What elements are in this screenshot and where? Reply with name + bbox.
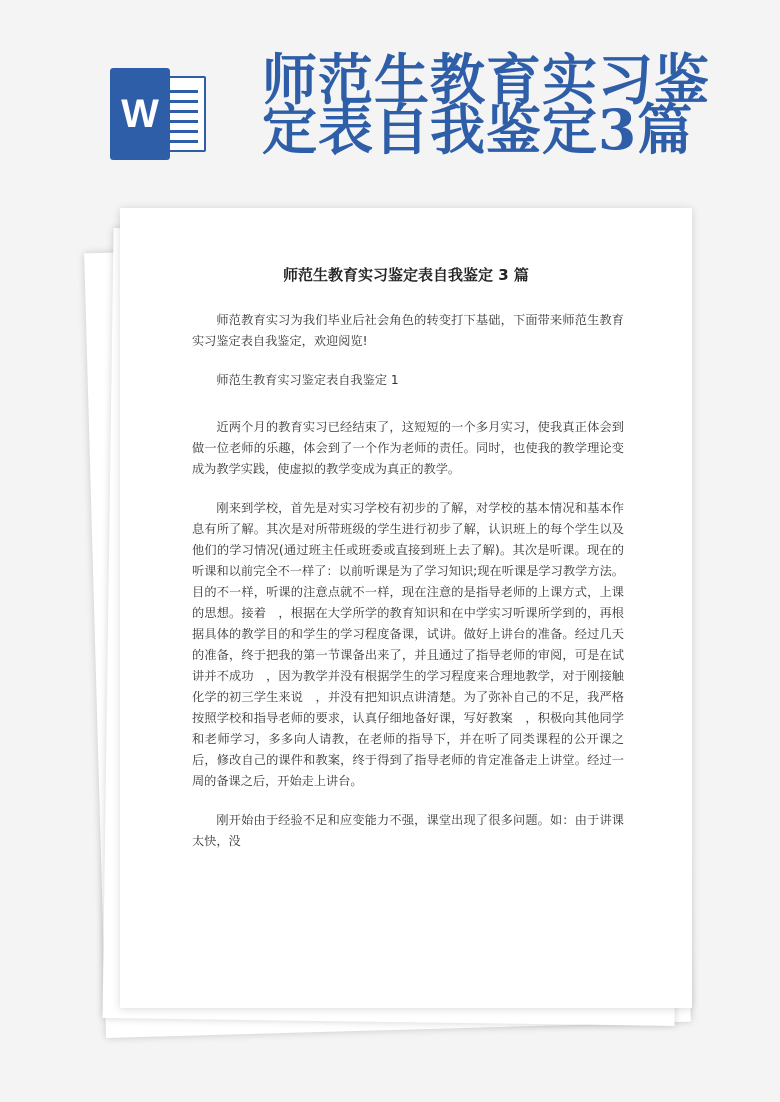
word-logo-letter: W	[110, 68, 170, 160]
body-paragraph: 刚开始由于经验不足和应变能力不强，课堂出现了很多问题。如：由于讲课太快，没	[192, 813, 624, 848]
page-title: 师范生教育实习鉴定表自我鉴定3篇	[262, 47, 711, 162]
document-page	[120, 208, 692, 1008]
section-heading: 师范生教育实习鉴定表自我鉴定 1	[216, 373, 399, 387]
document-body	[192, 310, 624, 870]
document-title: 师范生教育实习鉴定表自我鉴定 3 篇	[283, 266, 529, 284]
body-paragraph: 近两个月的教育实习已经结束了，这短短的一个多月实习，使我真正体会到做一位老师的乐趣，体会到了一个作为老师的责任。同时，也使我的教学理论变成为教学实践，使虚拟的教学变成为真正的教学。	[192, 420, 624, 476]
header	[0, 0, 780, 200]
intro-paragraph: 师范教育实习为我们毕业后社会角色的转变打下基础，下面带来师范生教育实习鉴定表自我鉴定，欢迎阅览!	[192, 313, 624, 348]
word-document-icon	[110, 68, 208, 160]
body-paragraph: 刚来到学校，首先是对实习学校有初步的了解，对学校的基本情况和基本作息有所了解。其次是对所带班级的学生进行初步了解，认识班上的每个学生以及他们的学习情况(通过班主任或班委或直接到班上去了解)。其次是听课。现在的听课和以前完全不一样了：以前听课是为了学习知识;现在听课是学习教学方法。目的不一样，听课的注意点就不一样，现在注意的是指导老师的上课方式，上课的思想。接着 ，根据在大学所学的教育知识和在中学实习听课所学到的，再根据具体的教学目的和学生的学习程度备课，试讲。做好上讲台的准备。经过几天的准备，终于把我的第一节课备出来了，并且通过了指导老师的审阅，可是在试讲并不成功 ，因为教学并没有根据学生的学习程度来合理地教学，对于刚接触化学的初三学生来说 ，并没有把知识点讲清楚。为了弥补自己的不足，我严格按照学校和指导老师的要求，认真仔细地备好课，写好教案 ，积极向其他同学和老师学习，多多向人请教，在老师的指导下，并在听了同类课程的公开课之后，修改自己的课件和教案，终于得到了指导老师的肯定准备走上讲堂。经过一周的备课之后，开始走上讲台。	[192, 501, 624, 788]
